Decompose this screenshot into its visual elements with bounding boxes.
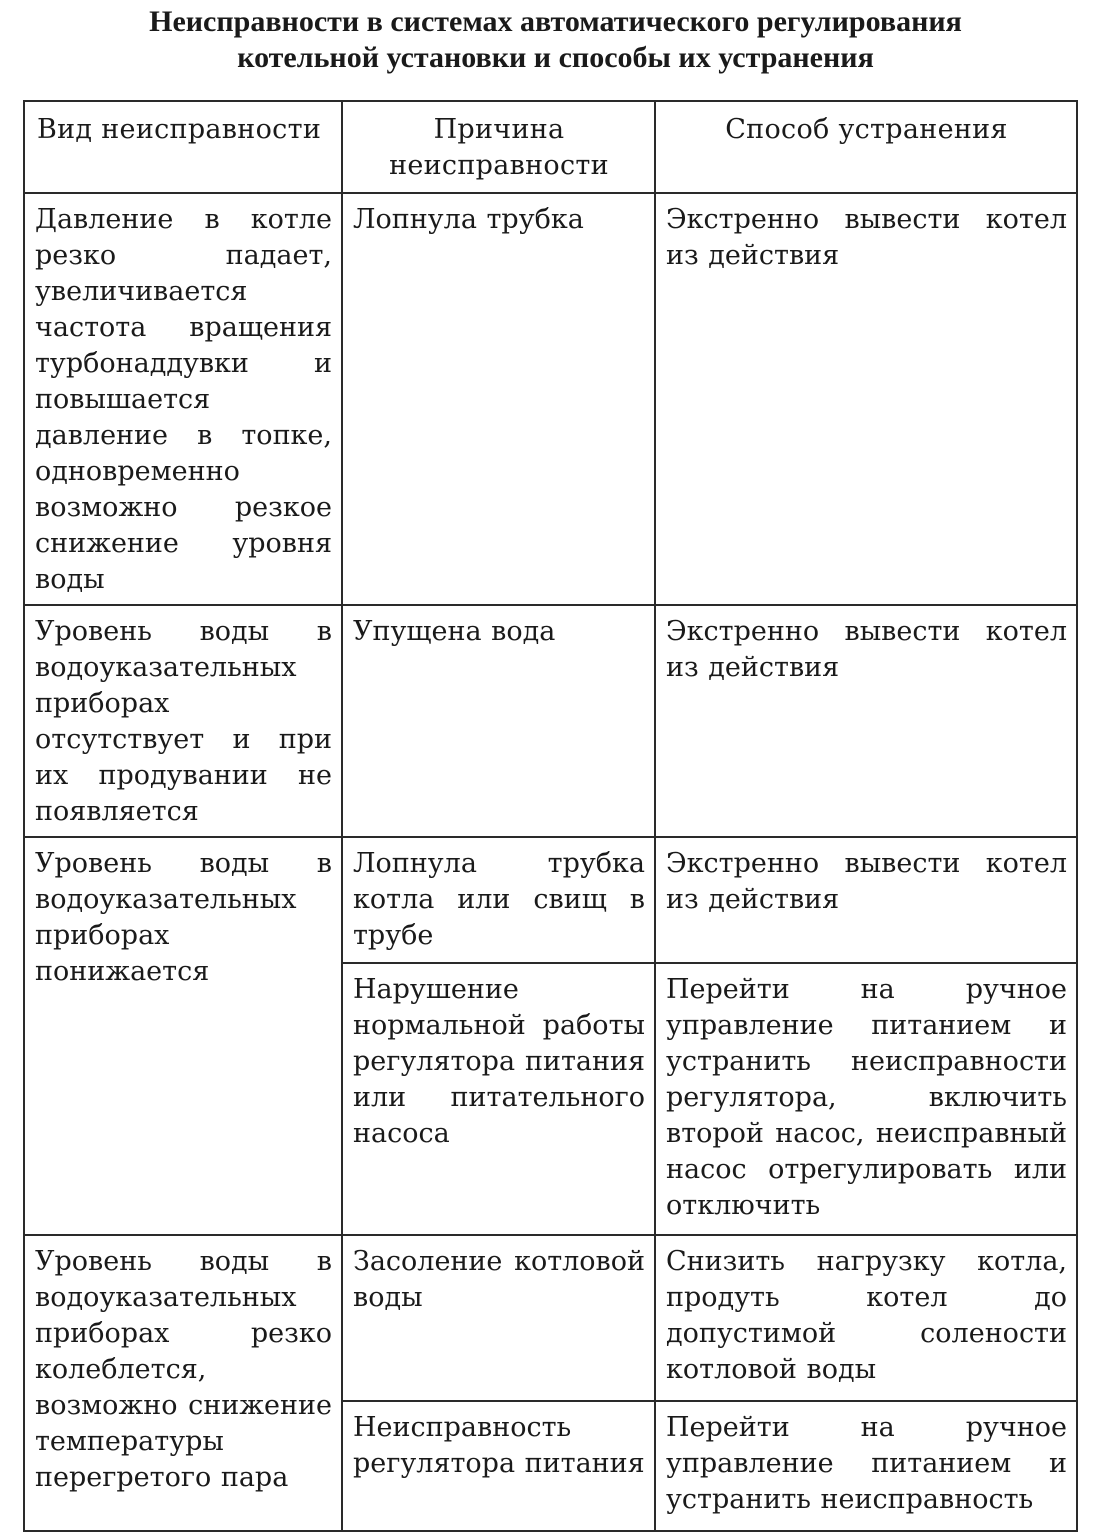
header-remedy: Способ устранения — [655, 101, 1077, 193]
remedy-cell — [655, 193, 1077, 605]
table-header-row — [24, 101, 1077, 193]
remedy-text: Экстренно вывести котел из действия — [666, 616, 1067, 683]
table-row — [24, 1235, 1077, 1401]
cause-cell — [342, 1401, 655, 1531]
fault-cell — [24, 193, 342, 605]
table-row — [24, 605, 1077, 837]
title-line-1: Неисправности в системах автоматического регулирования — [149, 5, 962, 38]
page-title — [0, 4, 1111, 76]
fault-cell — [24, 837, 342, 1235]
title-line-2: котельной установки и способы их устранения — [237, 41, 874, 74]
cause-cell — [342, 837, 655, 963]
fault-text: Уровень воды в водоуказательных приборах отсутствует и при их продувании не появляется — [35, 616, 332, 827]
remedy-text: Снизить нагрузку котла, продуть котел до допустимой солености котловой воды — [666, 1246, 1067, 1385]
remedy-text: Экстренно вывести котел из действия — [666, 204, 1067, 271]
fault-text: Давление в котле резко падает, увеличивается частота вращения турбонаддувки и повышается давление в топке, одновременно возможно резкое снижение уровня воды — [35, 204, 332, 595]
header-fault-type: Вид неисправности — [24, 101, 342, 193]
remedy-cell — [655, 1401, 1077, 1531]
fault-cell — [24, 1235, 342, 1531]
remedy-cell — [655, 963, 1077, 1235]
remedy-text: Перейти на ручное управление питанием и устранить неисправность — [666, 1412, 1067, 1515]
cause-cell — [342, 605, 655, 837]
fault-text: Уровень воды в водоуказательных приборах резко колеблется, возможно снижение температуры перегретого пара — [35, 1246, 332, 1493]
cause-text: Засоление котловой воды — [353, 1246, 645, 1313]
remedy-cell — [655, 605, 1077, 837]
header-cause: Причина неисправности — [342, 101, 655, 193]
cause-text: Лопнула трубка котла или свищ в трубе — [353, 848, 645, 951]
cause-cell — [342, 1235, 655, 1401]
cause-cell — [342, 963, 655, 1235]
cause-text: Лопнула трубка — [353, 204, 584, 235]
remedy-cell — [655, 837, 1077, 963]
cause-text: Нарушение нормальной работы регулятора питания или питательного насоса — [353, 974, 645, 1149]
cause-text: Упущена вода — [353, 616, 556, 647]
cause-cell — [342, 193, 655, 605]
remedy-text: Перейти на ручное управление питанием и устранить неисправности регулятора, включить второй насос, неисправный насос отрегулировать или отключить — [666, 974, 1067, 1221]
fault-text: Уровень воды в водоуказательных приборах понижается — [35, 848, 332, 987]
cause-text: Неисправность регулятора питания — [353, 1412, 645, 1479]
remedy-text: Экстренно вывести котел из действия — [666, 848, 1067, 915]
remedy-cell — [655, 1235, 1077, 1401]
table-row — [24, 193, 1077, 605]
fault-cell — [24, 605, 342, 837]
faults-table — [23, 100, 1078, 1532]
table-row — [24, 837, 1077, 963]
